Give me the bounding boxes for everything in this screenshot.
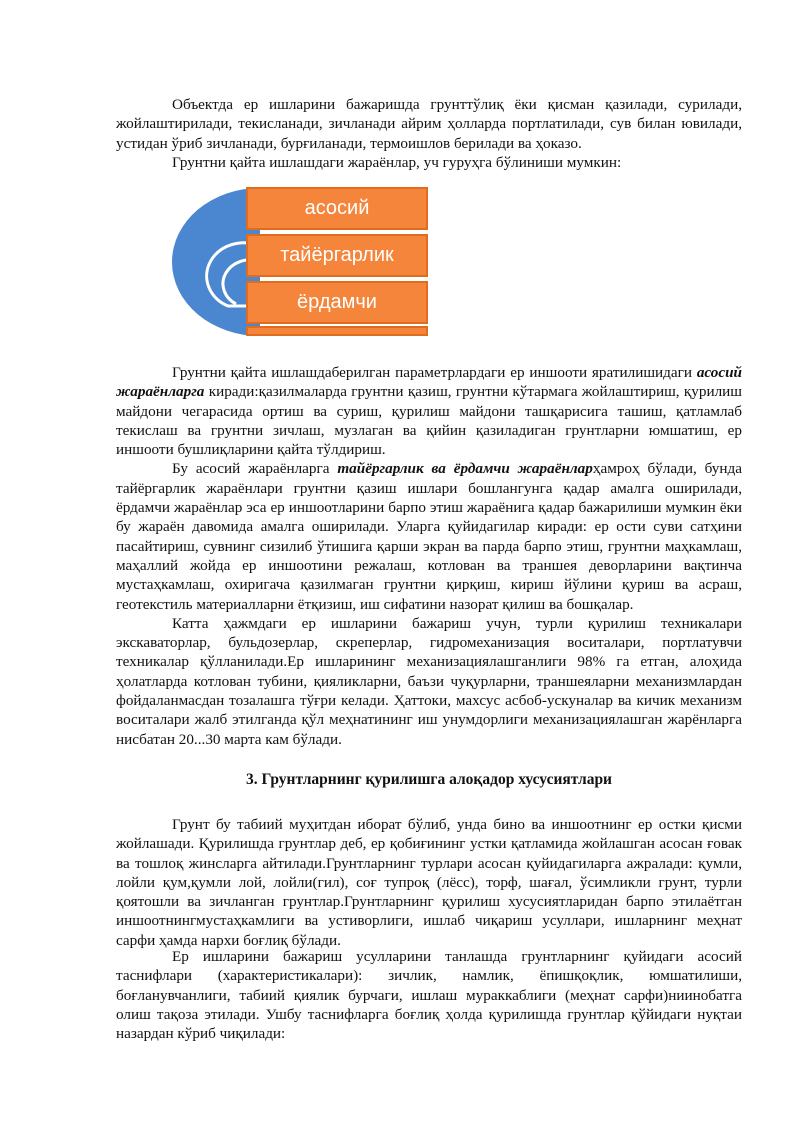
paragraph-1: Объектда ер ишларини бажаришда грунттўлиқ ёки қисман қазилади, сурилади, жойлаштирилади, текисланади, зичланади айрим ҳолларда портлатилади, сув билан ювилади, устидан ўриб зичланади, бурғиланади, термоишлов берилади ва ҳоказо. — [116, 96, 742, 152]
intro-block — [116, 95, 742, 172]
paragraph-4-text-after: ҳамроҳ бўлади, бунда тайёргарлик жараёнлари грунтни қазиш ишлари бошлангунга қадар амалга оширилади, ёрдамчи жараёнлар эса ер иншоотларини барпо этиш жараёнига қадар бажарилиши мумкин ёки бу жараён давомида амалга оширилади. Уларга қуйидагилар киради: ер ости суви сатҳини пасайтириш, сувнинг сизилиб ўтишига қарши экран ва парда барпо этиш, грунтни маҳкамлаш, маҳаллий жойда ер иншоотини режалаш, котлован ва траншея деворларини вақтинча мустаҳкамлаш, охиригача қазилмаган грунтни қирқиш, кириш йўлини қуриш ва асраш, геотекстиль материалларни ётқизиш, иш сифатини назорат қилиш ва бошқалар. — [116, 460, 742, 613]
processes-block — [116, 363, 742, 749]
paragraph-6: Грунт бу табиий муҳитдан иборат бўлиб, унда бино ва иншоотнинг ер остки қисми жойлашади. Қурилишда грунтлар деб, ер қобиғининг устки қатламида жойлашган асосан ғовак ва тошлоқ жинсларга айтилади.Грунтларнинг турлари асосан қуйидагиларга ажралади: қумли, лойли қум,қумли лой, лойли(гил), соғ тупроқ (лёсс), торф, шағал, ўсимликли грунт, турли қоятошли ва зичланган грунтлар.Грунтларнинг қурилиш хусусиятларидан барпо этилаётган иншоотнингмустаҳкамлиги ва устиворлиги, ишлаб чиқариш усуллари, ишларнинг меҳнат сарфи ҳамда нархи боғлиқ бўлади. — [116, 816, 742, 949]
soil-definition-block — [116, 815, 742, 950]
diagram-item-preparatory-label: тайёргарлик — [280, 243, 394, 266]
diagram-item-main — [246, 187, 428, 230]
paragraph-7: Ер ишларини бажариш усулларини танлашда грунтларнинг қуйидаги асосий таснифлари (характеристикалари): зичлик, намлик, ёпишқоқлик, юмшатилиши, боғланувчанлиги, табиий қиялик бурчаги, ишлаш мураккаблиги (меҳнат сарфи)ниинобатга олиш тақоза этилади. Ушбу таснифларга боғлиқ ҳолда қурилишда грунтлар қўйидаги нуқтаи назардан кўриб чиқилади: — [116, 948, 742, 1043]
diagram-item-main-label: асосий — [304, 196, 370, 219]
diagram-item-auxiliary-label: ёрдамчи — [297, 290, 377, 313]
paragraph-4-text-before: Бу асосий жараёнларга — [172, 460, 338, 478]
diagram-bottom-strip — [246, 326, 428, 336]
paragraph-4-emphasis: тайёргарлик ва ёрдамчи жараёнлар — [337, 460, 593, 478]
paragraph-3-emphasis: асосий жараёнларга — [116, 364, 742, 401]
paragraph-3-text-after: киради:қазилмаларда грунтни қазиш, грунтни кўтармага жойлаштириш, қурилиш майдони чегарасида ортиш ва суриш, қурилиш майдони ташқарисига ташиш, қатламлаб текислаш ва грунтни зичлаш, музлаган ва қийин қазиладиган грунтларни юмшатиш, ер иншооти бушлиқларини қайта тўлдириш. — [116, 383, 742, 459]
paragraph-3 — [116, 363, 742, 459]
soil-classification-block — [116, 947, 742, 1043]
paragraph-4 — [116, 459, 742, 613]
paragraph-3-text-before: Грунтни қайта ишлашдаберилган параметрлардаги ер иншооти яратилишидаги — [172, 364, 697, 381]
diagram-item-preparatory — [246, 234, 428, 277]
process-groups-diagram — [170, 186, 432, 338]
section-heading: 3. Грунтларнинг қурилишга алоқадор хусусиятлари — [246, 771, 612, 788]
paragraph-5: Катта ҳажмдаги ер ишларини бажариш учун, турли қурилиш техникалари экскаваторлар, бульдозерлар, скреперлар, гидромеханизация воситалари, портлатувчи техникалар қўлланилади.Ер ишларининг механизациялашганлиги 98% га етган, алоҳида ҳолатларда котлован тубини, қияликларни, баъзи чуқурларни, траншеяларни механизмлардан фойдаланмасдан тозалашга тўғри келади. Ҳаттоки, махсус асбоб-ускуналар ва кичик механизм воситалари жалб этилганда қўл меҳнатининг иш унумдорлиги механизациялашган жарёнларга нисбатан 20...30 марта кам бўлади. — [116, 614, 742, 748]
paragraph-2: Грунтни қайта ишлашдаги жараёнлар, уч гуруҳга бўлиниши мумкин: — [172, 153, 622, 171]
diagram-item-auxiliary — [246, 281, 428, 324]
